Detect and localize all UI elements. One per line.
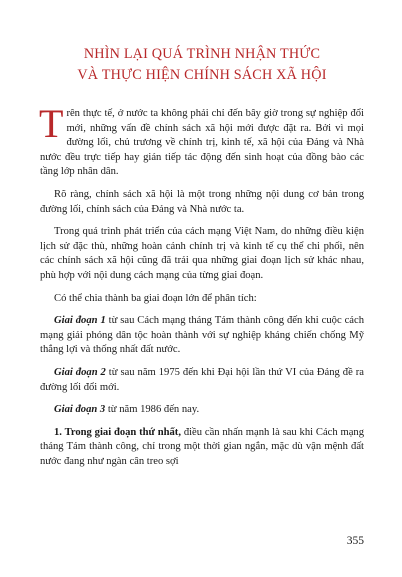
paragraph-4: Có thể chia thành ba giai đoạn lớn để phân tích: [54, 292, 257, 304]
paragraph-stage-2 [40, 366, 364, 395]
page-number: 355 [346, 535, 364, 547]
paragraph-stage-1 [40, 314, 364, 358]
paragraph-intro-text: rên thực tế, ở nước ta không phải chỉ đến bây giờ trong sự nghiệp đổi mới, những vấn đề chính sách xã hội mới được đặt ra. Bởi vì mọi đường lối, chủ trương về chính trị, kinh tế, xã hội của Đảng và Nhà nước đều trực tiếp hay gián tiếp tác động đến sinh hoạt của đồng bào các tầng lớp nhân dân. [40, 108, 364, 178]
chapter-title [40, 44, 364, 86]
stage-3-text: từ năm 1986 đến nay. [105, 404, 200, 416]
stage-2-label: Giai đoạn 2 [54, 366, 106, 378]
stage-1-text: từ sau Cách mạng tháng Tám thành công đến khi cuộc cách mạng giải phóng dân tộc hoàn thành với sự nghiệp kháng chiến chống Mỹ thắng lợi và thống nhất đất nước. [40, 315, 364, 356]
section-1-text: điều cần nhấn mạnh là sau khi Cách mạng tháng Tám thành công, chỉ trong một thời gian ngắn, mặc dù vận mệnh đất nước đang như ngàn cân treo sợi [40, 426, 364, 467]
chapter-title-line-1: NHÌN LẠI QUÁ TRÌNH NHẬN THỨC [83, 46, 321, 62]
chapter-title-line-2: VÀ THỰC HIỆN CHÍNH SÁCH XÃ HỘI [77, 67, 327, 83]
paragraph-stage-3 [40, 403, 364, 418]
stage-3-label: Giai đoạn 3 [54, 404, 106, 416]
drop-cap: T [39, 101, 64, 146]
paragraph-first-stage [40, 426, 364, 470]
paragraph-3: Trong quá trình phát triển của cách mạng Việt Nam, do những điều kiện lịch sử đặc thù, những hoàn cảnh chính trị và kinh tế cụ thể chi phối, nên các chính sách xã hội cũng đã trải qua những giai đoạn lịch sử khác nhau, phù hợp với nội dung cách mạng của từng giai đoạn. [40, 226, 364, 281]
paragraph-intro [39, 101, 364, 180]
section-1-heading: 1. Trong giai đoạn thứ nhất, [54, 426, 181, 438]
paragraph-2: Rõ ràng, chính sách xã hội là một trong những nội dung cơ bản trong đường lối, chính sách của Đảng và Nhà nước ta. [40, 188, 364, 215]
stage-1-label: Giai đoạn 1 [54, 315, 106, 327]
stage-2-text: từ sau năm 1975 đến khi Đại hội lần thứ VI của Đảng đề ra đường lối đổi mới. [40, 366, 364, 393]
